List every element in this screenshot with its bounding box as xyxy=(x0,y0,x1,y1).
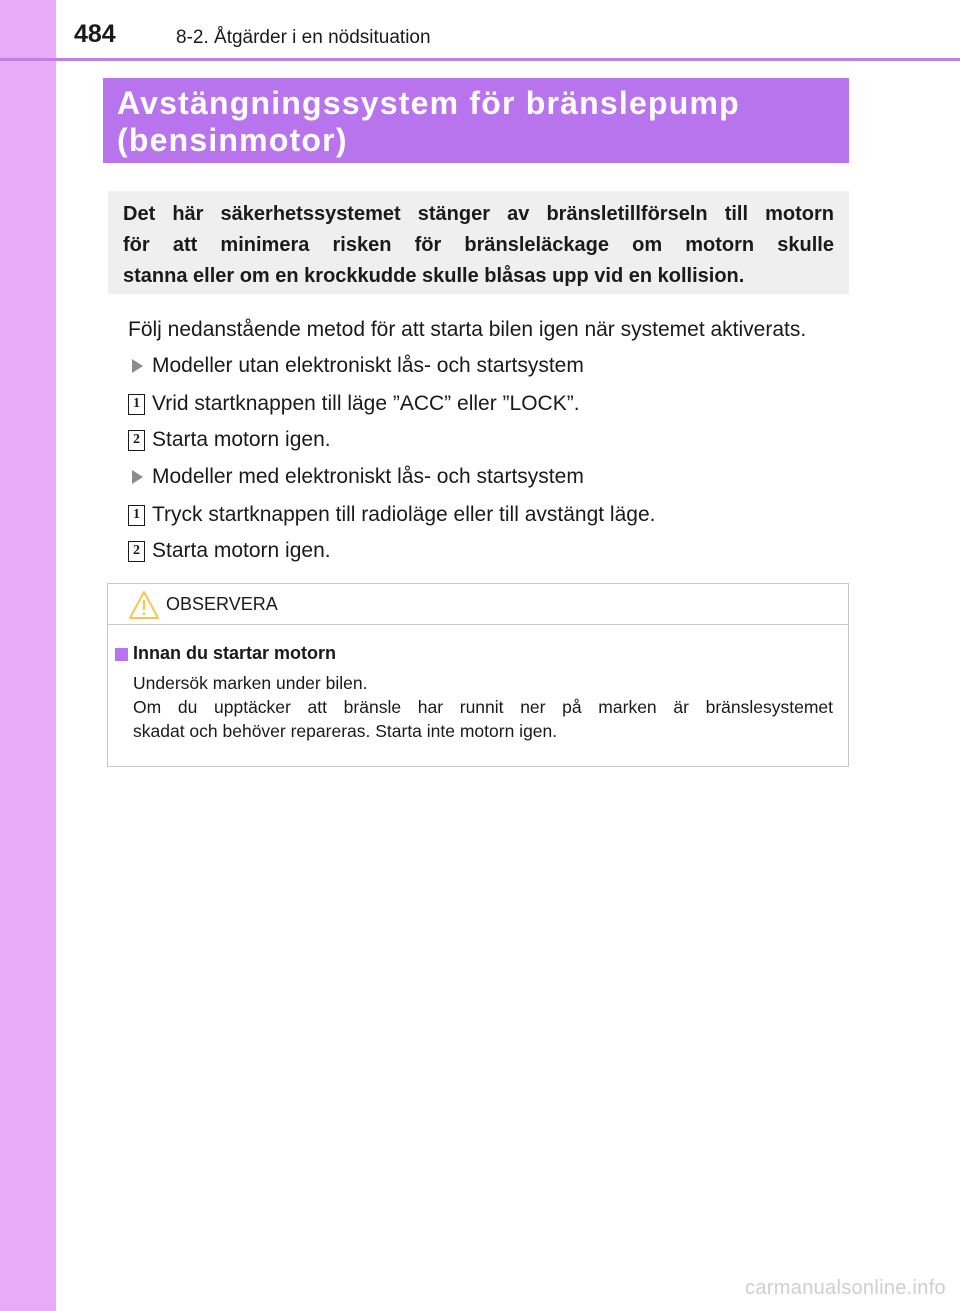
notice-line-3: skadat och behöver repareras. Starta inte motorn igen. xyxy=(133,721,558,741)
page-title-box xyxy=(103,78,849,163)
triangle-bullet-icon xyxy=(132,470,143,484)
page-header xyxy=(0,0,960,58)
step-text: Starta motorn igen. xyxy=(152,428,331,451)
square-bullet-icon xyxy=(115,648,128,661)
page-number: 484 xyxy=(74,20,116,48)
intro-line-3: stanna eller om en krockkudde skulle blåsas upp vid en kollision. xyxy=(123,265,745,287)
triangle-bullet-icon xyxy=(132,359,143,373)
intro-box xyxy=(108,191,849,294)
step-text: Vrid startknappen till läge ”ACC” eller ”LOCK”. xyxy=(152,392,580,415)
step-text: Starta motorn igen. xyxy=(152,539,331,562)
notice-body xyxy=(133,671,833,743)
notice-title: OBSERVERA xyxy=(166,594,278,614)
side-color-band xyxy=(0,0,56,1311)
notice-line-2: Om du upptäcker att bränsle har runnit ner på marken är bränslesystemet xyxy=(133,697,833,717)
intro-line-1: Det här säkerhetssystemet stänger av bränsletillförseln till motorn xyxy=(123,203,834,225)
group-heading-with-smart-key: Modeller med elektroniskt lås- och startsystem xyxy=(152,465,584,488)
step-text: Tryck startknappen till radioläge eller till avstängt läge. xyxy=(152,503,656,526)
notice-header xyxy=(108,584,848,625)
header-rule xyxy=(0,58,960,61)
watermark: carmanualsonline.info xyxy=(745,1277,946,1299)
step-number-badge: 1 xyxy=(128,394,145,415)
header-tab xyxy=(0,0,56,58)
step-number-badge: 2 xyxy=(128,430,145,451)
section-label: 8-2. Åtgärder i en nödsituation xyxy=(176,27,431,48)
intro-line-2: för att minimera risken för bränsleläckage om motorn skulle xyxy=(123,234,834,256)
warning-triangle-icon xyxy=(128,590,160,620)
step-number-badge: 2 xyxy=(128,541,145,562)
notice-subheading: Innan du startar motorn xyxy=(133,643,337,663)
caution-notice-box xyxy=(107,583,849,767)
group-heading-without-smart-key: Modeller utan elektroniskt lås- och startsystem xyxy=(152,354,584,377)
page-title-line-1: Avstängningssystem för bränslepump xyxy=(117,85,740,121)
lead-paragraph: Följ nedanstående metod för att starta bilen igen när systemet aktiverats. xyxy=(128,318,807,341)
page-title-line-2: (bensinmotor) xyxy=(117,122,348,158)
notice-line-1: Undersök marken under bilen. xyxy=(133,673,368,693)
step-number-badge: 1 xyxy=(128,505,145,526)
